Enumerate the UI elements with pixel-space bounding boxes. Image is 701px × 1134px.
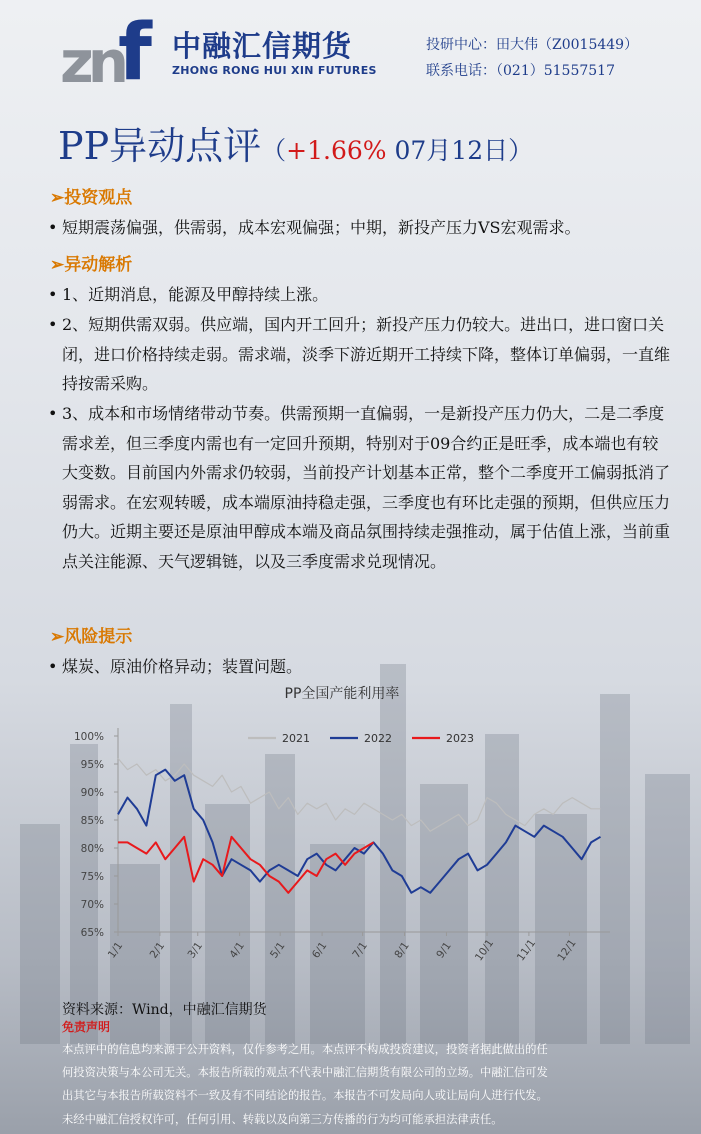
section-analysis: ➢异动解析 — [50, 255, 133, 275]
disclaimer-line: 本点评中的信息均来源于公开资料，仅作参考之用。本点评不构成投资建议，投资者据此做出的任 — [62, 1043, 548, 1056]
company-logo: zn f — [60, 8, 152, 98]
research-contact: 投研中心：田大伟（Z0015449） — [426, 37, 639, 53]
x-tick-label: 8/1 — [392, 939, 412, 961]
series-line-2023 — [118, 837, 374, 893]
analysis-text-3: 3、成本和市场情绪带动节奏。供需预期一直偏弱，一是新投产压力仍大，二是二季度需求差，但三季度内需也有一定回升预期，特别对于09合约正是旺季，成本端也有较大变数。目前国内外需求仍较弱，当前投产计划基本正常，整个二季度开工偏弱抵消了弱需求。在宏观转暖，成本端原油持稳走强，三季度也有环比走强的预期，但供应压力仍大。近期主要还是原油甲醇成本端及商品氛围持续走强推动，属于估值上涨，当前重点关注能源、天气逻辑链，以及三季度需求兑现情况。 — [62, 404, 671, 571]
disclaimer-line: 出其它与本报告所载资料不一致及有不同结论的报告。本报告不可发局向人或让局向人进行代发。 — [62, 1089, 548, 1103]
y-tick-label: 100% — [73, 731, 104, 743]
bullet-dot: • — [48, 657, 58, 676]
x-tick-label: 11/1 — [514, 937, 539, 964]
section-risk: ➢风险提示 — [50, 627, 133, 647]
legend-label: 2021 — [282, 732, 310, 745]
list-item — [48, 213, 673, 243]
x-tick-label: 2/1 — [147, 939, 168, 961]
title-main: PP异动点评 — [58, 124, 262, 168]
chart-svg — [60, 680, 625, 980]
disclaimer-title: 免责声明 — [62, 1020, 111, 1034]
y-tick-label: 80% — [80, 843, 104, 855]
title-date: 07月12日） — [386, 136, 534, 165]
x-tick-label: 10/1 — [472, 937, 497, 964]
y-tick-label: 95% — [80, 759, 104, 771]
phone-contact: 联系电话：（021）51557517 — [426, 63, 615, 79]
company-name-en: ZHONG RONG HUI XIN FUTURES — [172, 64, 377, 77]
chart-title: PP全国产能利用率 — [284, 686, 400, 702]
bullet-dot: • — [48, 315, 58, 334]
bullet-dot: • — [48, 285, 58, 304]
disclaimer-body — [62, 1038, 652, 1131]
bullet-dot: • — [48, 404, 58, 423]
y-tick-label: 85% — [80, 815, 104, 827]
analysis-text-1: 1、近期消息，能源及甲醇持续上涨。 — [62, 285, 329, 304]
series-line-2022 — [118, 770, 601, 893]
y-tick-label: 90% — [80, 787, 104, 799]
x-tick-label: 5/1 — [267, 939, 288, 961]
list-item — [48, 280, 673, 310]
x-tick-label: 1/1 — [105, 939, 126, 961]
y-tick-label: 75% — [80, 871, 104, 883]
risk-text: 煤炭、原油价格异动；装置问题。 — [62, 657, 303, 676]
company-name-cn: 中融汇信期货 — [172, 29, 353, 63]
analysis-text-2: 2、短期供需双弱。供应端，国内开工回升；新投产压力仍较大。进出口，进口窗口关闭，进口价格持续走弱。需求端，淡季下游近期开工持续下降，整体订单偏弱，一直维持按需采购。 — [62, 315, 671, 394]
list-item — [48, 310, 673, 399]
title-paren: （ — [261, 136, 287, 165]
x-tick-label: 4/1 — [227, 939, 247, 961]
header — [0, 0, 701, 100]
disclaimer-line: 未经中融汇信授权许可，任何引用、转载以及向第三方传播的行为均可能承担法律责任。 — [62, 1112, 503, 1126]
legend-label: 2023 — [446, 732, 474, 745]
section-investment-view: ➢投资观点 — [50, 188, 133, 208]
list-item — [48, 399, 673, 577]
y-tick-label: 65% — [80, 927, 104, 939]
x-tick-label: 6/1 — [309, 939, 330, 961]
view-text: 短期震荡偏强，供需弱，成本宏观偏强；中期，新投产压力VS宏观需求。 — [62, 218, 581, 237]
x-tick-label: 3/1 — [185, 939, 206, 961]
x-tick-label: 7/1 — [350, 939, 370, 961]
disclaimer-line: 何投资决策与本公司无关。本报告所载的观点不代表中融汇信期货有限公司的立场。中融汇信可发 — [62, 1066, 548, 1080]
x-tick-label: 9/1 — [434, 939, 454, 961]
legend-label: 2022 — [364, 732, 392, 745]
data-source: 资料来源：Wind，中融汇信期货 — [62, 1002, 267, 1018]
x-tick-label: 12/1 — [555, 937, 579, 964]
capacity-utilization-chart — [60, 680, 625, 980]
bullet-dot: • — [48, 218, 58, 237]
y-tick-label: 70% — [80, 899, 104, 911]
page-title — [58, 115, 533, 170]
change-percent: +1.66% — [286, 136, 387, 165]
list-item — [48, 652, 673, 682]
